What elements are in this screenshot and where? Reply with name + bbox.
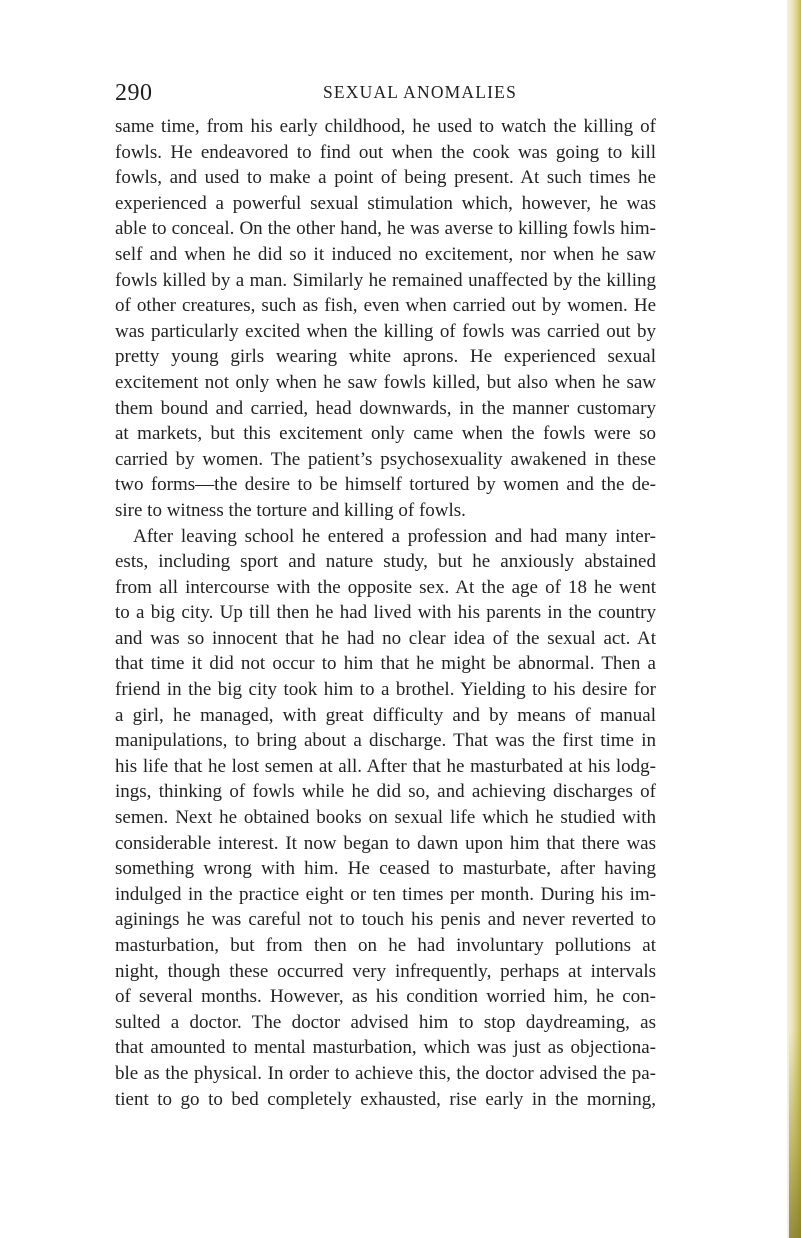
text-line: indulged in the practice eight or ten times per month. During his im- — [115, 883, 656, 905]
text-line: carried by women. The patient’s psychosexuality awakened in these — [115, 448, 656, 470]
text-line: friend in the big city took him to a brothel. Yielding to his desire for — [115, 679, 656, 701]
text-line: a girl, he managed, with great difficulty and by means of manual — [115, 704, 656, 726]
text-line: excitement not only when he saw fowls killed, but also when he saw — [115, 371, 656, 393]
text-line: two forms—the desire to be himself tortured by women and the de- — [115, 474, 656, 496]
text-line: tient to go to bed completely exhausted, rise early in the morning, — [115, 1088, 656, 1110]
text-line: that time it did not occur to him that he might be abnormal. Then a — [115, 653, 656, 675]
text-line: fowls, and used to make a point of being present. At such times he — [115, 167, 656, 189]
text-line: self and when he did so it induced no excitement, nor when he saw — [115, 243, 656, 265]
text-line: experienced a powerful sexual stimulation which, however, he was — [115, 192, 656, 214]
text-line: fowls. He endeavored to find out when the cook was going to kill — [115, 141, 656, 163]
page-number: 290 — [115, 80, 153, 106]
text-line: something wrong with him. He ceased to masturbate, after having — [115, 858, 656, 880]
text-line: fowls killed by a man. Similarly he remained unaffected by the killing — [115, 269, 656, 291]
text-line: from all intercourse with the opposite sex. At the age of 18 he went — [115, 576, 656, 598]
text-line: able to conceal. On the other hand, he was averse to killing fowls him- — [115, 218, 656, 240]
text-line: same time, from his early childhood, he used to watch the killing of — [115, 116, 656, 137]
paragraph-first-line: After leaving school he entered a profession and had many inter- — [133, 525, 656, 547]
text-line: aginings he was careful not to touch his penis and never reverted to — [115, 909, 656, 931]
text-line: that amounted to mental masturbation, which was just as objectiona- — [115, 1037, 656, 1059]
text-line: manipulations, to bring about a discharge. That was the first time in — [115, 730, 656, 752]
running-head: SEXUAL ANOMALIES — [322, 82, 518, 102]
text-line: at markets, but this excitement only came when the fowls were so — [115, 423, 656, 445]
text-line: and was so innocent that he had no clear idea of the sexual act. At — [115, 627, 656, 649]
text-line: ble as the physical. In order to achieve this, the doctor advised the pa- — [115, 1062, 656, 1084]
text-line: of other creatures, such as fish, even when carried out by women. He — [115, 295, 656, 317]
text-line: considerable interest. It now began to dawn upon him that there was — [115, 832, 656, 854]
text-line: ings, thinking of fowls while he did so, and achieving discharges of — [115, 781, 656, 803]
text-line: his life that he lost semen at all. After that he masturbated at his lodg- — [115, 755, 656, 777]
text-line: sulted a doctor. The doctor advised him to stop daydreaming, as — [115, 1011, 656, 1033]
page-header — [115, 80, 675, 106]
text-line: pretty young girls wearing white aprons. He experienced sexual — [115, 346, 656, 368]
text-line: them bound and carried, head downwards, in the manner customary — [115, 397, 656, 419]
text-line: of several months. However, as his condition worried him, he con- — [115, 986, 656, 1008]
paragraph-end-line: sire to witness the torture and killing of fowls. — [115, 499, 466, 521]
text-line: ests, including sport and nature study, but he anxiously abstained — [115, 551, 656, 573]
text-line: semen. Next he obtained books on sexual life which he studied with — [115, 807, 656, 829]
text-line: to a big city. Up till then he had lived with his parents in the country — [115, 602, 656, 624]
text-line: night, though these occurred very infrequently, perhaps at intervals — [115, 960, 656, 982]
page-edge-stain — [789, 1030, 801, 1238]
text-line: masturbation, but from then on he had involuntary pollutions at — [115, 935, 656, 956]
body-text — [115, 114, 656, 1112]
text-line: was particularly excited when the killing of fowls was carried out by — [115, 320, 656, 342]
